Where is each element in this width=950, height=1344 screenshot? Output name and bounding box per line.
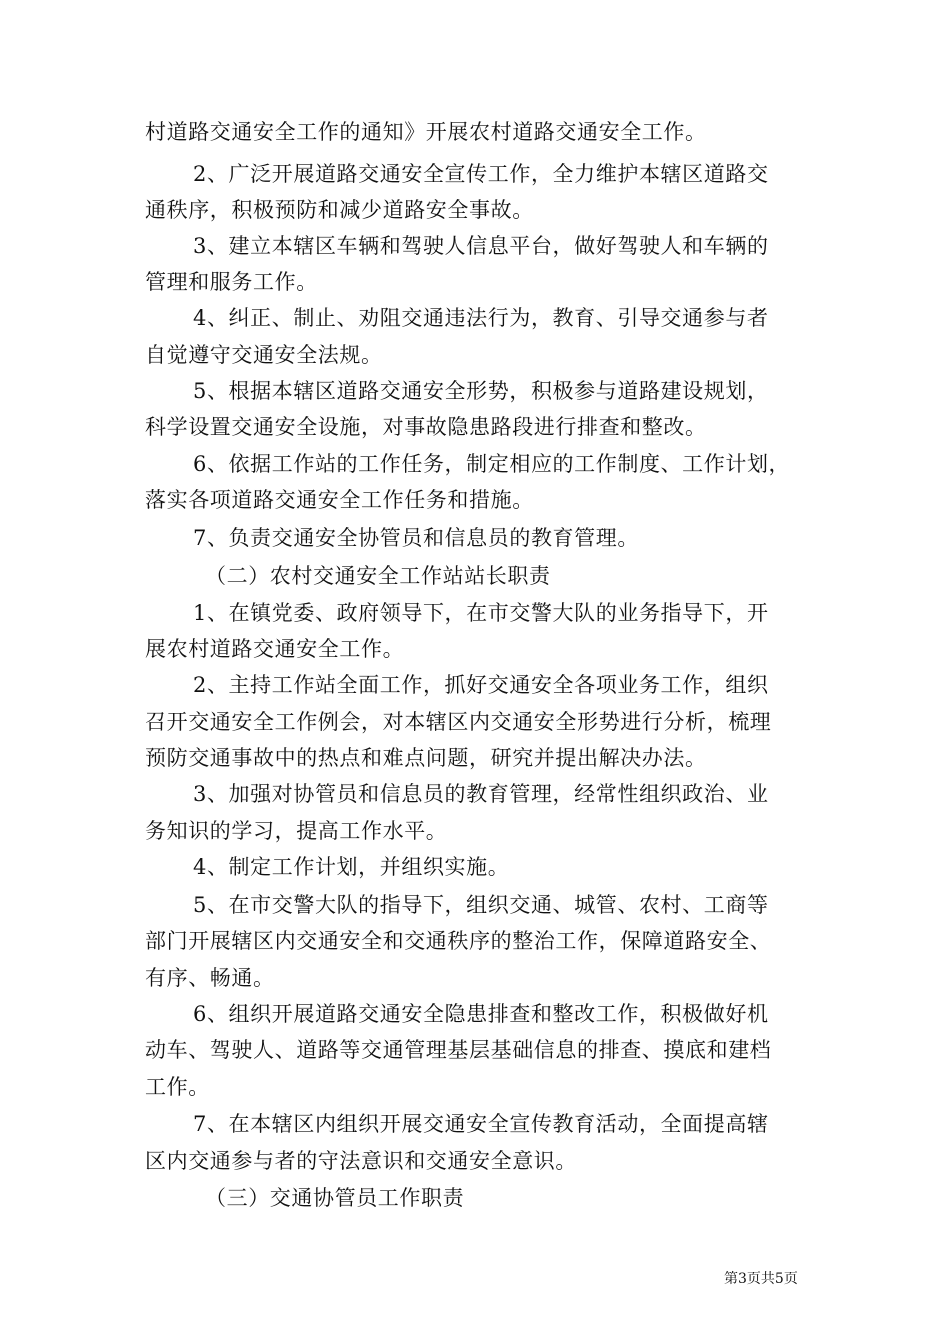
text-line: 5、根据本辖区道路交通安全形势，积极参与道路建设规划，: [193, 379, 769, 403]
text-line: 自觉遵守交通安全法规。: [145, 343, 383, 367]
text-line: 有序、畅通。: [145, 966, 275, 990]
text-line: 1、在镇党委、政府领导下，在市交警大队的业务指导下，开: [193, 601, 769, 625]
text-line: 3、加强对协管员和信息员的教育管理，经常性组织政治、业: [193, 782, 769, 806]
text-line: 5、在市交警大队的指导下，组织交通、城管、农村、工商等: [193, 893, 769, 917]
text-line: 区内交通参与者的守法意识和交通安全意识。: [145, 1149, 577, 1173]
text-line: 2、主持工作站全面工作，抓好交通安全各项业务工作，组织: [193, 673, 769, 697]
text-line: 部门开展辖区内交通安全和交通秩序的整治工作，保障道路安全、: [145, 929, 772, 953]
text-line: 4、纠正、制止、劝阻交通违法行为，教育、引导交通参与者: [193, 306, 769, 330]
text-line: 动车、驾驶人、道路等交通管理基层基础信息的排查、摸底和建档: [145, 1038, 772, 1062]
section-heading: （三）交通协管员工作职责: [205, 1186, 465, 1210]
text-line: 务知识的学习，提高工作水平。: [145, 819, 448, 843]
text-line: 落实各项道路交通安全工作任务和措施。: [145, 488, 534, 512]
text-line: 6、组织开展道路交通安全隐患排查和整改工作，积极做好机: [193, 1002, 769, 1026]
text-line: 预防交通事故中的热点和难点问题，研究并提出解决办法。: [145, 746, 707, 770]
text-line: 4、制定工作计划，并组织实施。: [193, 855, 510, 879]
text-line: 2、广泛开展道路交通安全宣传工作，全力维护本辖区道路交: [193, 162, 769, 186]
text-line: 6、依据工作站的工作任务，制定相应的工作制度、工作计划，: [193, 452, 791, 476]
text-line: 展农村道路交通安全工作。: [145, 637, 405, 661]
text-line: 7、在本辖区内组织开展交通安全宣传教育活动，全面提高辖: [193, 1112, 769, 1136]
text-line: 工作。: [145, 1075, 210, 1099]
section-heading: （二）农村交通安全工作站站长职责: [205, 564, 551, 588]
page-number: 第3页共5页: [724, 1271, 798, 1287]
text-line: 召开交通安全工作例会，对本辖区内交通安全形势进行分析，梳理: [145, 710, 772, 734]
text-line: 村道路交通安全工作的通知》开展农村道路交通安全工作。: [145, 120, 707, 144]
text-line: 3、建立本辖区车辆和驾驶人信息平台，做好驾驶人和车辆的: [193, 234, 769, 258]
text-line: 通秩序，积极预防和减少道路安全事故。: [145, 198, 534, 222]
text-line: 管理和服务工作。: [145, 270, 318, 294]
text-line: 7、负责交通安全协管员和信息员的教育管理。: [193, 526, 639, 550]
text-line: 科学设置交通安全设施，对事故隐患路段进行排查和整改。: [145, 415, 707, 439]
